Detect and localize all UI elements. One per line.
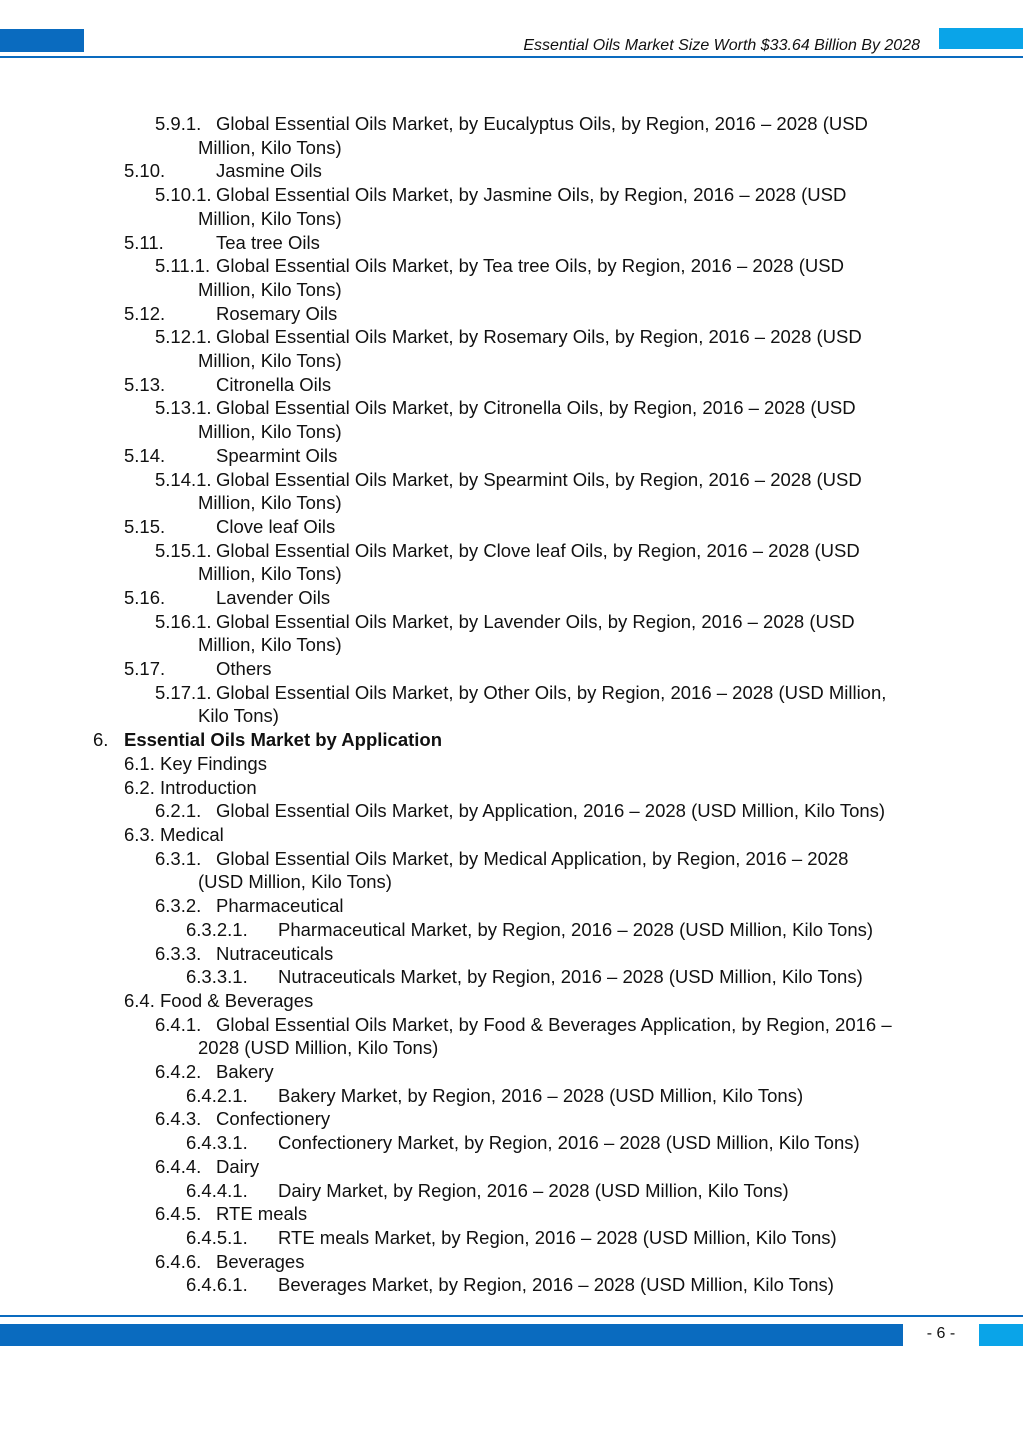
toc-entry-number: 6.4.4. — [155, 1155, 202, 1177]
toc-entry-number: 5.10. — [124, 160, 166, 182]
toc-entry-number: 5.13.1. — [155, 397, 212, 419]
header-accent-left — [0, 29, 84, 52]
toc-entry-number: 6.3.3. — [155, 942, 202, 964]
toc-entry-title: Nutraceuticals — [216, 942, 334, 964]
toc-entry-number: 5.10.1. — [155, 184, 212, 206]
toc-entry-number: 6.4.5. — [155, 1203, 202, 1225]
toc-entry-title: Global Essential Oils Market, by Application, 2016 – 2028 (USD Million, Kilo Tons) — [216, 800, 886, 822]
toc-entry-title: Confectionery Market, by Region, 2016 – 2028 (USD Million, Kilo Tons) — [278, 1132, 860, 1154]
header-accent-right — [939, 28, 1023, 49]
toc-entry-number: 6.2.1. — [155, 800, 202, 822]
toc-entry-title: Citronella Oils — [216, 373, 332, 395]
toc-entry-title: Global Essential Oils Market, by Tea tree Oils, by Region, 2016 – 2028 (USD — [216, 255, 844, 277]
toc-entry-title: Global Essential Oils Market, by Eucalyptus Oils, by Region, 2016 – 2028 (USD — [216, 113, 868, 134]
toc-entry-number: 6.4.1. — [155, 1013, 202, 1035]
toc-entry-number: 6.3. — [124, 824, 155, 845]
toc-entry-title-continued: Million, Kilo Tons) — [198, 278, 342, 300]
toc-entry-title-continued: (USD Million, Kilo Tons) — [198, 871, 392, 893]
toc-entry-title: Rosemary Oils — [216, 302, 338, 324]
toc-entry-number: 6.4.5.1. — [186, 1226, 248, 1248]
toc-entry-title: Nutraceuticals Market, by Region, 2016 – 2028 (USD Million, Kilo Tons) — [278, 966, 863, 988]
toc-entry-number: 6.3.1. — [155, 847, 202, 869]
toc-entry-title: Global Essential Oils Market, by Spearmint Oils, by Region, 2016 – 2028 (USD — [216, 468, 862, 490]
toc-entry-number: 5.9.1. — [155, 113, 202, 134]
toc-entry-title: Pharmaceutical Market, by Region, 2016 – 2028 (USD Million, Kilo Tons) — [278, 918, 874, 940]
toc-entry-number: 5.17.1. — [155, 681, 212, 703]
toc-entry-title-continued: Million, Kilo Tons) — [198, 563, 342, 585]
toc-entry-title-continued: Million, Kilo Tons) — [198, 421, 342, 443]
toc-entry-number: 6.3.3.1. — [186, 966, 248, 988]
toc-entry-number: 6.4.6.1. — [186, 1274, 248, 1296]
toc-entry-title-continued: Million, Kilo Tons) — [198, 136, 342, 158]
toc-entry-number: 5.11. — [124, 231, 164, 253]
toc-entry-title-continued: Million, Kilo Tons) — [198, 349, 342, 371]
toc-entry-number: 6.1. — [124, 752, 155, 774]
toc-entry-title: Global Essential Oils Market, by Citronella Oils, by Region, 2016 – 2028 (USD — [216, 397, 856, 419]
toc-entry-title: Introduction — [160, 776, 257, 798]
toc-entry-title: Tea tree Oils — [216, 231, 320, 253]
toc-entry-number: 6.3.2.1. — [186, 918, 248, 940]
toc-chapter-title: Essential Oils Market by Application — [124, 729, 443, 751]
toc-entry-title: Bakery — [216, 1061, 274, 1082]
toc-entry-number: 6.4.2. — [155, 1061, 202, 1082]
toc-entry-title: Global Essential Oils Market, by Other Oils, by Region, 2016 – 2028 (USD Million, — [216, 681, 887, 703]
toc-entry-title-continued: Kilo Tons) — [198, 705, 279, 727]
toc-entry-title: Beverages Market, by Region, 2016 – 2028 (USD Million, Kilo Tons) — [278, 1274, 834, 1296]
toc-entry-title: Bakery Market, by Region, 2016 – 2028 (USD Million, Kilo Tons) — [278, 1084, 804, 1106]
toc-entry-title: Lavender Oils — [216, 587, 331, 608]
toc-entry-title: Medical — [160, 824, 224, 845]
toc-entry-number: 6.4.4.1. — [186, 1179, 248, 1201]
toc-entry-number: 6.4. — [124, 989, 155, 1011]
toc-entry-number: 5.16. — [124, 587, 166, 608]
toc-entry-number: 6.2. — [124, 776, 155, 798]
header-title: Essential Oils Market Size Worth $33.64 Billion By 2028 — [523, 37, 920, 54]
toc-entry-title: Confectionery — [216, 1108, 331, 1130]
toc-entry-number: 5.13. — [124, 373, 166, 395]
toc-entry-number: 6.4.3.1. — [186, 1132, 248, 1154]
toc-entry-title: Others — [216, 658, 272, 680]
toc-entry-number: 5.17. — [124, 658, 166, 680]
toc-entry-title-continued: Million, Kilo Tons) — [198, 492, 342, 514]
toc-entry-title: Key Findings — [160, 752, 267, 774]
toc-entry-number: 5.16.1. — [155, 610, 212, 632]
toc-entry-title: RTE meals Market, by Region, 2016 – 2028 (USD Million, Kilo Tons) — [278, 1226, 837, 1248]
toc-entry-title: Dairy Market, by Region, 2016 – 2028 (USD Million, Kilo Tons) — [278, 1179, 789, 1201]
toc-entry-title: Clove leaf Oils — [216, 515, 336, 537]
toc-entry-number: 5.12.1. — [155, 326, 212, 348]
toc-entry-number: 6.4.3. — [155, 1108, 202, 1130]
toc-entry-title-continued: Million, Kilo Tons) — [198, 634, 342, 656]
toc-entry-number: 6.4.2.1. — [186, 1084, 248, 1106]
toc-entry-title: Global Essential Oils Market, by Lavender Oils, by Region, 2016 – 2028 (USD — [216, 610, 855, 632]
toc-entry-title: Global Essential Oils Market, by Jasmine Oils, by Region, 2016 – 2028 (USD — [216, 184, 847, 206]
footer-accent-left — [0, 1324, 903, 1346]
toc-entry-number: 5.15.1. — [155, 539, 212, 561]
toc-entry-title: Pharmaceutical — [216, 895, 344, 917]
toc-entry-number: 6.3.2. — [155, 895, 202, 917]
toc-entry-title: RTE meals — [216, 1203, 308, 1225]
toc-entry-number: 5.14.1. — [155, 468, 212, 490]
toc-entry-title: Global Essential Oils Market, by Rosemary Oils, by Region, 2016 – 2028 (USD — [216, 326, 862, 348]
toc-entry-title: Global Essential Oils Market, by Medical Application, by Region, 2016 – 2028 — [216, 847, 849, 869]
toc-entry-number: 6.4.6. — [155, 1250, 202, 1272]
toc-chapter-number: 6. — [93, 729, 109, 751]
toc-entry-title: Global Essential Oils Market, by Food & Beverages Application, by Region, 2016 – — [216, 1013, 892, 1035]
footer-rule — [0, 1315, 1023, 1317]
toc-entry-number: 5.14. — [124, 444, 166, 466]
toc-entry-title: Beverages — [216, 1250, 305, 1272]
toc-entry-title: Jasmine Oils — [216, 160, 322, 182]
toc-entry-title: Dairy — [216, 1155, 260, 1177]
page-number: - 6 - — [926, 1325, 956, 1342]
toc-entry-title-continued: 2028 (USD Million, Kilo Tons) — [198, 1037, 439, 1059]
toc-entry-title: Global Essential Oils Market, by Clove leaf Oils, by Region, 2016 – 2028 (USD — [216, 539, 860, 561]
toc-entry-title: Food & Beverages — [160, 989, 314, 1011]
toc-entry-number: 5.11.1. — [155, 255, 211, 277]
footer-accent-right — [979, 1324, 1023, 1346]
toc-entry-title: Spearmint Oils — [216, 444, 338, 466]
toc-entry-title-continued: Million, Kilo Tons) — [198, 207, 342, 229]
toc-entry-number: 5.15. — [124, 515, 166, 537]
header-rule — [0, 56, 1023, 58]
toc-entry-number: 5.12. — [124, 302, 166, 324]
